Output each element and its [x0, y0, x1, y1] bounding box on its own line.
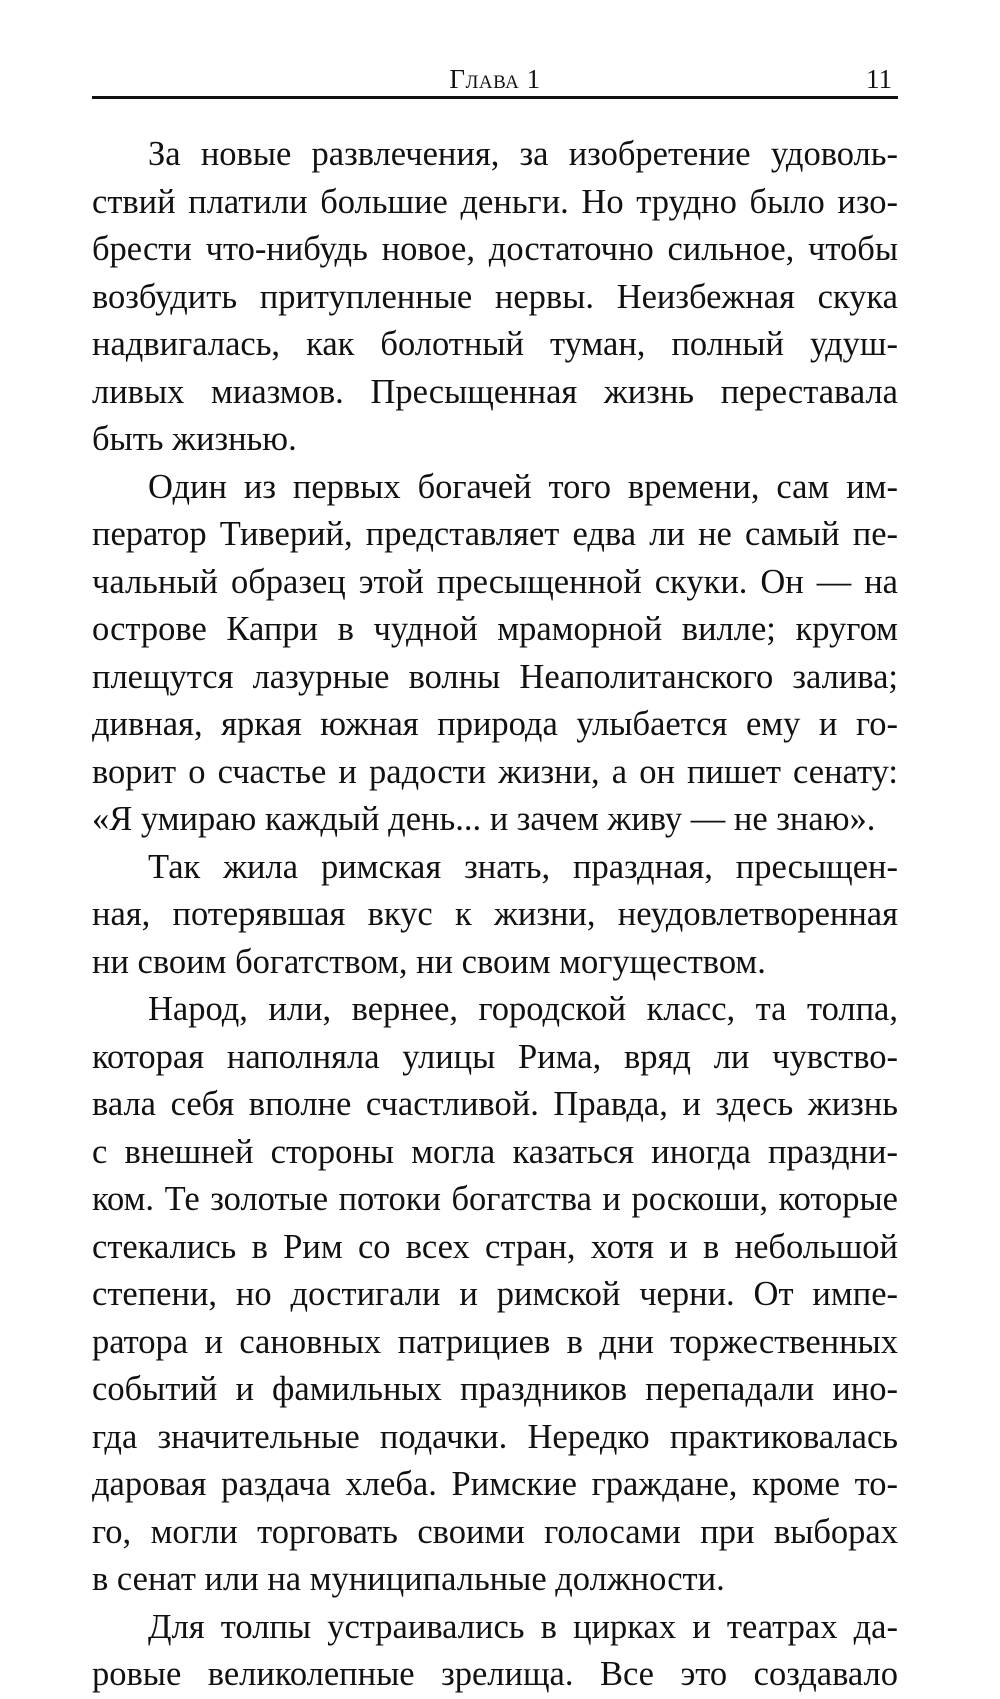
- text-line: надвигалась, как болотный туман, полный удуш-: [92, 325, 898, 363]
- text-line: гда значительные подачки. Нередко практиковалась: [92, 1417, 898, 1456]
- paragraph: [92, 986, 898, 1604]
- body-text: [92, 131, 898, 1699]
- text-line: ни своим богатством, ни своим могуществом.: [92, 942, 766, 981]
- text-line: ливых миазмов. Пресыщенная жизнь переставала: [92, 372, 898, 411]
- text-line: Для толпы устраивались в цирках и театрах да-: [148, 1607, 898, 1646]
- text-line: ровые великолепные зрелища. Все это создавало: [92, 1655, 898, 1693]
- paragraph: [92, 844, 898, 987]
- text-line: брести что-нибудь новое, достаточно сильное, чтобы: [92, 230, 898, 268]
- text-line: чальный образец этой пресыщенной скуки. Он — на: [92, 562, 898, 601]
- text-line: Народ, или, вернее, городской класс, та толпа,: [148, 990, 898, 1028]
- text-line: ствий платили большие деньги. Но трудно было изо-: [92, 182, 898, 221]
- book-page: [92, 62, 898, 1699]
- text-line: в сенат или на муниципальные должности.: [92, 1560, 725, 1598]
- text-line: плещутся лазурные волны Неаполитанского залива;: [92, 657, 898, 696]
- paragraph: [92, 464, 898, 844]
- text-line: ворит о счастье и радости жизни, а он пишет сенату:: [92, 752, 898, 791]
- text-line: степени, но достигали и римской черни. От импе-: [92, 1275, 898, 1313]
- text-line: с внешней стороны могла казаться иногда праздни-: [92, 1132, 898, 1171]
- running-head: [92, 62, 898, 99]
- text-line: возбудить притупленные нервы. Неизбежная скука: [92, 277, 898, 316]
- text-line: ратора и сановных патрициев в дни торжественных: [92, 1322, 898, 1361]
- text-line: За новые развлечения, за изобретение удоволь-: [148, 135, 898, 173]
- page-number: 11: [866, 64, 892, 94]
- text-line: «Я умираю каждый день... и зачем живу — не знаю».: [92, 800, 876, 838]
- text-line: событий и фамильных праздников перепадали ино-: [92, 1370, 898, 1408]
- text-line: которая наполняла улицы Рима, вряд ли чувство-: [92, 1037, 898, 1076]
- text-line: вала себя вполне счастливой. Правда, и здесь жизнь: [92, 1085, 898, 1123]
- chapter-title: Глава 1: [449, 64, 541, 94]
- text-line: ком. Те золотые потоки богатства и роскоши, которые: [92, 1180, 898, 1218]
- paragraph: [92, 1604, 898, 1699]
- text-line: Так жила римская знать, праздная, пресыщен-: [148, 847, 898, 886]
- text-line: дивная, яркая южная природа улыбается ему и го-: [92, 705, 898, 743]
- text-line: ператор Тиверий, представляет едва ли не самый пе-: [92, 515, 898, 553]
- paragraph: [92, 131, 898, 464]
- text-line: острове Капри в чудной мраморной вилле; кругом: [92, 610, 898, 648]
- text-line: стекались в Рим со всех стран, хотя и в небольшой: [92, 1227, 898, 1266]
- text-line: даровая раздача хлеба. Римские граждане, кроме то-: [92, 1465, 898, 1503]
- text-line: го, могли торговать своими голосами при выборах: [92, 1512, 898, 1551]
- text-line: ная, потерявшая вкус к жизни, неудовлетворенная: [92, 895, 898, 933]
- text-line: быть жизнью.: [92, 420, 297, 458]
- text-line: Один из первых богачей того времени, сам им-: [148, 467, 898, 506]
